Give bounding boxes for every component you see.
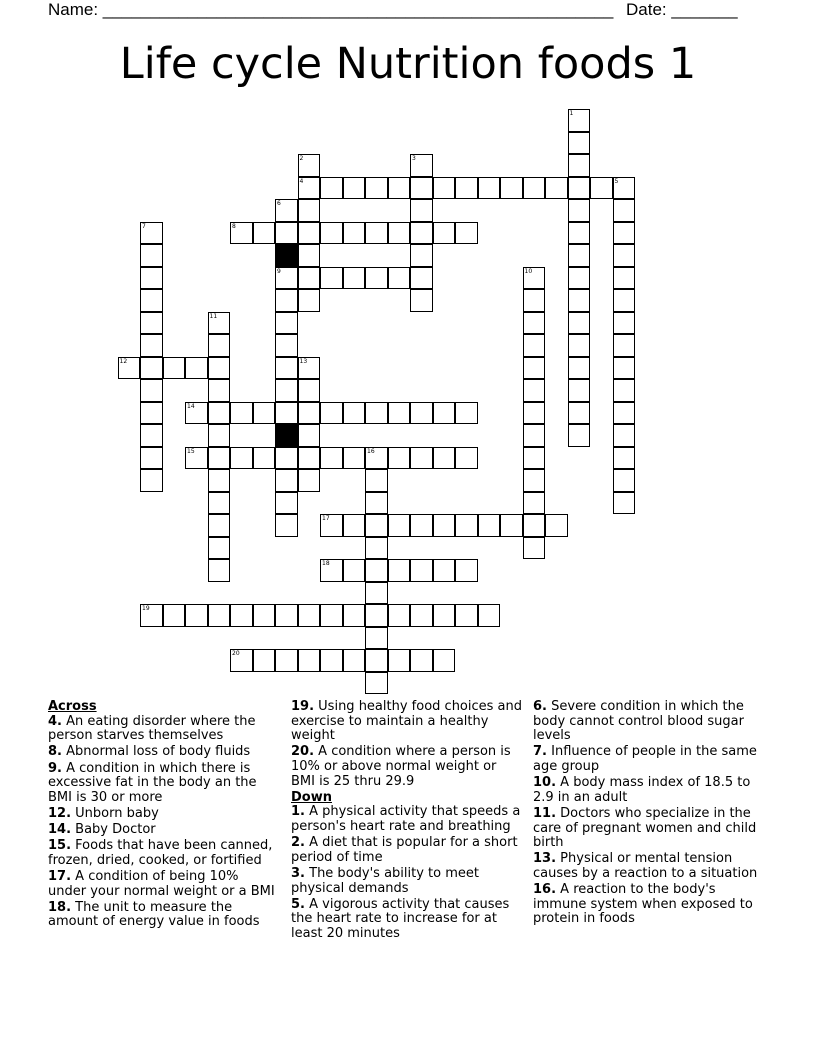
grid-cell[interactable] <box>298 469 321 492</box>
grid-cell[interactable] <box>298 604 321 627</box>
grid-cell[interactable] <box>410 514 433 537</box>
grid-cell[interactable] <box>613 402 636 425</box>
grid-cell[interactable] <box>388 402 411 425</box>
clue-text: Foods that have been canned, frozen, dried, cooked, or fortified <box>48 838 273 868</box>
grid-cell[interactable] <box>365 402 388 425</box>
grid-cell[interactable] <box>298 379 321 402</box>
grid-cell[interactable] <box>275 379 298 402</box>
grid-cell[interactable] <box>613 222 636 245</box>
grid-cell[interactable] <box>410 604 433 627</box>
clue-number: 17. <box>48 869 72 885</box>
grid-cell[interactable] <box>298 649 321 672</box>
grid-cell[interactable] <box>253 402 276 425</box>
cell-number: 13 <box>299 357 308 365</box>
grid-cell[interactable] <box>118 357 141 380</box>
grid-cell[interactable] <box>455 222 478 245</box>
clue-down-10 <box>533 776 765 805</box>
cell-number: 20 <box>232 650 240 657</box>
grid-cell[interactable] <box>343 649 366 672</box>
grid-cell[interactable] <box>433 447 456 470</box>
grid-cell[interactable] <box>365 672 388 695</box>
grid-cell[interactable] <box>208 492 231 515</box>
clue-across-15 <box>48 839 278 868</box>
clue-down-13 <box>533 852 765 881</box>
clue-number: 1. <box>291 804 305 820</box>
clue-across-17 <box>48 870 278 899</box>
grid-cell[interactable] <box>208 559 231 582</box>
clue-text: A vigorous activity that causes the heart rate to increase for at least 20 minutes <box>291 896 510 941</box>
grid-cell[interactable] <box>365 537 388 560</box>
cell-number: 1 <box>569 110 574 117</box>
grid-cell[interactable] <box>523 334 546 357</box>
page-title: Life cycle Nutrition foods 1 <box>119 39 697 89</box>
grid-cell[interactable] <box>343 222 366 245</box>
grid-cell[interactable] <box>275 199 298 222</box>
grid-cell[interactable] <box>365 514 388 537</box>
grid-cell[interactable] <box>568 177 591 200</box>
grid-cell[interactable] <box>163 357 186 380</box>
grid-cell[interactable] <box>163 604 186 627</box>
cell-number: 16 <box>367 447 375 455</box>
grid-cell[interactable] <box>298 289 321 312</box>
grid-cell[interactable] <box>523 402 546 425</box>
grid-cell[interactable] <box>185 357 208 380</box>
grid-cell[interactable] <box>568 334 591 357</box>
clue-number: 15. <box>48 838 72 854</box>
grid-cell[interactable] <box>523 492 546 515</box>
grid-cell[interactable] <box>410 447 433 470</box>
grid-cell[interactable] <box>613 199 636 222</box>
cell-number: 11 <box>209 312 218 320</box>
grid-cell[interactable] <box>568 312 591 335</box>
cell-number: 8 <box>232 222 236 230</box>
grid-cell[interactable] <box>410 199 433 222</box>
grid-cell[interactable] <box>343 514 366 537</box>
clue-across-8 <box>48 745 278 760</box>
clue-number: 4. <box>48 713 62 729</box>
cell-number: 12 <box>119 357 128 365</box>
grid-cell[interactable] <box>140 334 163 357</box>
grid-cell[interactable] <box>343 402 366 425</box>
grid-cell[interactable] <box>523 537 546 560</box>
grid-cell[interactable] <box>365 627 388 650</box>
grid-cell[interactable] <box>275 267 298 290</box>
grid-cell[interactable] <box>433 559 456 582</box>
grid-cell[interactable] <box>253 222 276 245</box>
grid-cell[interactable] <box>613 289 636 312</box>
grid-cell[interactable] <box>410 649 433 672</box>
cell-number: 15 <box>187 447 195 455</box>
clue-number: 14. <box>48 822 72 838</box>
grid-cell[interactable] <box>140 267 163 290</box>
grid-cell[interactable] <box>613 244 636 267</box>
grid-cell[interactable] <box>230 402 253 425</box>
clue-number: 13. <box>533 851 557 867</box>
grid-cell[interactable] <box>298 222 321 245</box>
grid-cell[interactable] <box>523 514 546 537</box>
cell-number: 18 <box>322 560 330 567</box>
grid-cell[interactable] <box>433 222 456 245</box>
grid-cell[interactable] <box>410 244 433 267</box>
grid-cell[interactable] <box>613 312 636 335</box>
grid-cell[interactable] <box>365 492 388 515</box>
cell-number: 9 <box>277 267 281 275</box>
grid-cell[interactable] <box>320 402 343 425</box>
cell-number: 3 <box>412 155 416 162</box>
clue-across-14 <box>48 823 278 838</box>
clue-number: 8. <box>48 744 62 760</box>
grid-cell[interactable] <box>410 402 433 425</box>
grid-cell[interactable] <box>230 447 253 470</box>
grid-cell[interactable] <box>568 222 591 245</box>
grid-cell[interactable] <box>140 222 163 245</box>
grid-cell[interactable] <box>545 514 568 537</box>
grid-cell[interactable] <box>388 267 411 290</box>
grid-cell[interactable] <box>275 514 298 537</box>
grid-cell[interactable] <box>365 604 388 627</box>
grid-cell[interactable] <box>568 267 591 290</box>
clue-text: Influence of people in the same age group <box>533 744 757 774</box>
grid-cell[interactable] <box>185 604 208 627</box>
grid-cell[interactable] <box>478 514 501 537</box>
grid-cell[interactable] <box>230 222 253 245</box>
grid-cell[interactable] <box>230 649 253 672</box>
grid-cell[interactable] <box>568 154 591 177</box>
clue-across-18 <box>48 901 278 930</box>
grid-cell[interactable] <box>455 177 478 200</box>
clue-down-7 <box>533 745 765 774</box>
clue-text: Severe condition in which the body cannot control blood sugar levels <box>533 699 744 744</box>
grid-cell[interactable] <box>253 604 276 627</box>
grid-cell[interactable] <box>568 109 591 132</box>
grid-cell[interactable] <box>365 559 388 582</box>
clue-number: 20. <box>291 744 315 760</box>
clue-number: 3. <box>291 865 305 881</box>
grid-cell[interactable] <box>613 357 636 380</box>
clue-down-2 <box>291 836 523 865</box>
grid-cell[interactable] <box>455 559 478 582</box>
grid-cell[interactable] <box>433 604 456 627</box>
grid-cell[interactable] <box>613 379 636 402</box>
grid-cell[interactable] <box>523 267 546 290</box>
grid-cell[interactable] <box>208 402 231 425</box>
grid-cell[interactable] <box>320 649 343 672</box>
grid-cell[interactable] <box>298 177 321 200</box>
grid-cell[interactable] <box>320 177 343 200</box>
grid-cell[interactable] <box>365 649 388 672</box>
grid-cell[interactable] <box>455 447 478 470</box>
grid-cell[interactable] <box>388 177 411 200</box>
grid-cell[interactable] <box>140 312 163 335</box>
grid-cell[interactable] <box>410 267 433 290</box>
grid-cell[interactable] <box>388 447 411 470</box>
cell-number: 19 <box>142 605 150 612</box>
black-square <box>275 424 298 447</box>
grid-cell[interactable] <box>613 424 636 447</box>
grid-cell[interactable] <box>298 199 321 222</box>
grid-cell[interactable] <box>568 402 591 425</box>
cell-number: 17 <box>322 515 330 522</box>
grid-cell[interactable] <box>208 604 231 627</box>
clue-number: 18. <box>48 899 72 915</box>
grid-cell[interactable] <box>275 649 298 672</box>
clue-number: 9. <box>48 760 62 776</box>
grid-cell[interactable] <box>455 514 478 537</box>
clue-text: A reaction to the body's immune system when exposed to protein in foods <box>533 882 753 927</box>
grid-cell[interactable] <box>208 357 231 380</box>
grid-cell[interactable] <box>275 469 298 492</box>
grid-cell[interactable] <box>388 604 411 627</box>
grid-cell[interactable] <box>140 357 163 380</box>
grid-cell[interactable] <box>320 514 343 537</box>
grid-cell[interactable] <box>298 357 321 380</box>
grid-cell[interactable] <box>613 469 636 492</box>
clue-down-5 <box>291 898 523 942</box>
grid-cell[interactable] <box>275 312 298 335</box>
clue-text: Physical or mental tension causes by a reaction to a situation <box>533 851 758 881</box>
grid-cell[interactable] <box>365 177 388 200</box>
grid-cell[interactable] <box>208 469 231 492</box>
grid-cell[interactable] <box>208 514 231 537</box>
grid-cell[interactable] <box>298 402 321 425</box>
grid-cell[interactable] <box>343 177 366 200</box>
cell-number: 7 <box>142 222 146 230</box>
grid-cell[interactable] <box>523 379 546 402</box>
grid-cell[interactable] <box>320 559 343 582</box>
grid-cell[interactable] <box>185 447 208 470</box>
grid-cell[interactable] <box>140 289 163 312</box>
clue-down-3 <box>291 867 523 896</box>
grid-cell[interactable] <box>140 379 163 402</box>
clue-number: 19. <box>291 699 315 714</box>
clue-down-6 <box>533 700 765 744</box>
clue-text: Unborn baby <box>75 805 159 821</box>
grid-cell[interactable] <box>140 469 163 492</box>
grid-cell[interactable] <box>568 379 591 402</box>
clue-across-20 <box>291 745 523 789</box>
clue-text: Doctors who specialize in the care of pregnant women and child birth <box>533 805 757 851</box>
clues-column-1 <box>48 700 278 932</box>
clue-across-19 <box>291 700 523 744</box>
clue-text: A condition where a person is 10% or above normal weight or BMI is 25 thru 29.9 <box>291 744 511 789</box>
grid-cell[interactable] <box>545 177 568 200</box>
grid-cell[interactable] <box>140 604 163 627</box>
black-square <box>275 244 298 267</box>
clues-column-3 <box>533 700 765 928</box>
clue-across-9 <box>48 762 278 806</box>
grid-cell[interactable] <box>523 312 546 335</box>
grid-cell[interactable] <box>613 267 636 290</box>
grid-cell[interactable] <box>275 447 298 470</box>
clue-text: A diet that is popular for a short period of time <box>291 835 518 865</box>
clue-number: 11. <box>533 805 557 821</box>
grid-cell[interactable] <box>343 447 366 470</box>
grid-cell[interactable] <box>365 222 388 245</box>
date-line: Date: _______ <box>626 0 738 19</box>
grid-cell[interactable] <box>388 559 411 582</box>
clue-down-11 <box>533 807 765 851</box>
grid-cell[interactable] <box>253 649 276 672</box>
grid-cell[interactable] <box>298 424 321 447</box>
grid-cell[interactable] <box>410 289 433 312</box>
grid-cell[interactable] <box>365 582 388 605</box>
clue-text: The body's ability to meet physical demands <box>291 865 479 896</box>
cell-number: 6 <box>277 200 281 207</box>
grid-cell[interactable] <box>523 424 546 447</box>
grid-cell[interactable] <box>613 177 636 200</box>
grid-cell[interactable] <box>523 469 546 492</box>
grid-cell[interactable] <box>140 244 163 267</box>
grid-cell[interactable] <box>568 199 591 222</box>
grid-cell[interactable] <box>140 447 163 470</box>
grid-cell[interactable] <box>208 334 231 357</box>
grid-cell[interactable] <box>275 222 298 245</box>
clue-number: 12. <box>48 805 72 821</box>
down-heading: Down <box>291 789 332 805</box>
clue-text: A condition in which there is excessive fat in the body an the BMI is 30 or more <box>48 760 257 805</box>
clue-down-16 <box>533 883 765 927</box>
grid-cell[interactable] <box>613 334 636 357</box>
grid-cell[interactable] <box>343 559 366 582</box>
grid-cell[interactable] <box>388 649 411 672</box>
clue-number: 5. <box>291 896 305 912</box>
clue-text: Abnormal loss of body fluids <box>66 744 251 760</box>
grid-cell[interactable] <box>140 424 163 447</box>
grid-cell[interactable] <box>365 267 388 290</box>
grid-cell[interactable] <box>253 447 276 470</box>
grid-cell[interactable] <box>613 492 636 515</box>
grid-cell[interactable] <box>455 604 478 627</box>
grid-cell[interactable] <box>365 469 388 492</box>
clue-number: 2. <box>291 835 305 851</box>
grid-cell[interactable] <box>568 357 591 380</box>
grid-cell[interactable] <box>478 177 501 200</box>
clues-column-2 <box>291 700 523 943</box>
grid-cell[interactable] <box>298 244 321 267</box>
grid-cell[interactable] <box>230 604 253 627</box>
grid-cell[interactable] <box>343 604 366 627</box>
clue-text: A condition of being 10% under your normal weight or a BMI <box>48 869 275 899</box>
clue-across-12 <box>48 807 278 822</box>
grid-cell[interactable] <box>275 604 298 627</box>
grid-cell[interactable] <box>410 222 433 245</box>
clue-text: A body mass index of 18.5 to 2.9 in an adult <box>533 775 751 805</box>
grid-cell[interactable] <box>590 177 613 200</box>
grid-cell[interactable] <box>343 267 366 290</box>
grid-cell[interactable] <box>568 244 591 267</box>
clue-text: An eating disorder where the person starves themselves <box>48 713 256 744</box>
grid-cell[interactable] <box>433 177 456 200</box>
grid-cell[interactable] <box>298 267 321 290</box>
grid-cell[interactable] <box>320 447 343 470</box>
grid-cell[interactable] <box>365 447 388 470</box>
grid-cell[interactable] <box>433 649 456 672</box>
grid-cell[interactable] <box>410 154 433 177</box>
grid-cell[interactable] <box>275 289 298 312</box>
grid-cell[interactable] <box>568 132 591 155</box>
grid-cell[interactable] <box>298 154 321 177</box>
clue-number: 10. <box>533 775 557 791</box>
grid-cell[interactable] <box>568 424 591 447</box>
grid-cell[interactable] <box>275 402 298 425</box>
grid-cell[interactable] <box>455 402 478 425</box>
grid-cell[interactable] <box>140 402 163 425</box>
grid-cell[interactable] <box>410 559 433 582</box>
cell-number: 5 <box>614 177 619 185</box>
grid-cell[interactable] <box>208 447 231 470</box>
grid-cell[interactable] <box>388 222 411 245</box>
clue-number: 16. <box>533 882 557 898</box>
grid-cell[interactable] <box>320 267 343 290</box>
cell-number: 2 <box>299 155 304 162</box>
grid-cell[interactable] <box>320 604 343 627</box>
clue-text: A physical activity that speeds a person's heart rate and breathing <box>291 804 521 834</box>
grid-cell[interactable] <box>388 514 411 537</box>
grid-cell[interactable] <box>523 177 546 200</box>
grid-cell[interactable] <box>208 424 231 447</box>
grid-cell[interactable] <box>208 379 231 402</box>
grid-cell[interactable] <box>433 402 456 425</box>
clue-text: Using healthy food choices and exercise to maintain a healthy weight <box>291 699 523 744</box>
clue-number: 7. <box>533 744 547 760</box>
grid-cell[interactable] <box>568 289 591 312</box>
grid-cell[interactable] <box>500 177 523 200</box>
grid-cell[interactable] <box>275 334 298 357</box>
grid-cell[interactable] <box>613 447 636 470</box>
grid-cell[interactable] <box>523 289 546 312</box>
grid-cell[interactable] <box>523 447 546 470</box>
grid-cell[interactable] <box>500 514 523 537</box>
cell-number: 10 <box>524 267 533 275</box>
name-line: Name: ______________________________________________________ <box>48 0 614 19</box>
cell-number: 4 <box>299 177 304 185</box>
grid-cell[interactable] <box>478 604 501 627</box>
grid-cell[interactable] <box>275 492 298 515</box>
grid-cell[interactable] <box>410 177 433 200</box>
clue-down-1 <box>291 805 523 834</box>
clue-number: 6. <box>533 699 547 714</box>
grid-cell[interactable] <box>523 357 546 380</box>
grid-cell[interactable] <box>185 402 208 425</box>
grid-cell[interactable] <box>433 514 456 537</box>
clue-text: Baby Doctor <box>75 822 156 838</box>
clue-text: The unit to measure the amount of energy value in foods <box>48 899 260 930</box>
clue-across-4 <box>48 715 278 744</box>
cell-number: 14 <box>187 402 195 410</box>
grid-cell[interactable] <box>320 222 343 245</box>
grid-cell[interactable] <box>298 447 321 470</box>
across-heading: Across <box>48 699 97 714</box>
grid-cell[interactable] <box>208 312 231 335</box>
grid-cell[interactable] <box>275 357 298 380</box>
grid-cell[interactable] <box>208 537 231 560</box>
